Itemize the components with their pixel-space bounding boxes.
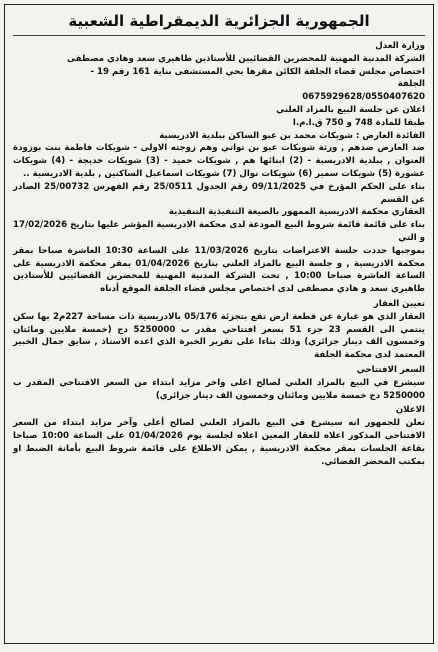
title-divider [13,35,425,36]
page-title: الجمهورية الجزائرية الديمقراطية الشعبية [68,12,370,30]
office-line-1: الشركة المدنية المهنية للمحضرين القضائيين للأستاذين طاهيري سعد وهادي مصطفى [66,53,425,64]
office-line-3: الجلفة [397,79,425,90]
price-heading: السعر الافتتاحي [356,364,425,375]
notice-paragraph: تعلن للجمهور انه سيشرع في البيع بالمزاد العلني لصالح أعلى وآخر مزايد ابتداء من السعر الافتتاحي المذكور اعلاه للعقار المعين اعلاه لجلسة يوم 01/04/2026 على الساعة 10:00 صباحا بقاعة الجلسات بمقر محكمة الادريسية , يمكن الاطلاع على قائمة شروط البيع بأمانة الضبط او بمكتب المحضر القضائي. [13,418,426,467]
legal-basis: طبقا للمادة 748 و 750 ق.ا.م.ا [292,117,425,128]
parties-paragraph: ضد العارض ضدهم , ورثة شويكات عبو بن تواتي وهم زوجته الاولى - شويكات فاطمة بنت بوزودة العنوان , ببلدية الادريسية - (2) ابنائها هم , شويكات حميد - (3) شويكات خديجة - (4) شويكات عشورة (5) شويكات سمير (6) شويكات نوال (7) شويكات اسماعيل الساكنين , بلدية الادريسية .. [13,143,425,179]
notice-heading: الاعلان [395,405,425,416]
notice-title: اعلان عن جلسة البيع بالمزاد العلني [276,104,425,115]
price-paragraph: سيشرع في البيع بالمزاد العلني لصالح اعلى واخر مزايد ابتداء من السعر الافتتاحي المقدر ب 5250000 دج خمسة ملايين ومائتان وخمسون الف دينار جزائري) [13,377,425,401]
judgment-paragraph: بناء على الحكم المؤرخ في 09/11/2025 رقم الجدول 25/0511 رقم الفهرس 25/00732 الصادر عن القسم [13,181,425,205]
property-heading: تعيين العقار [373,298,425,309]
ministry-label: وزارة العدل [375,41,425,51]
phone-numbers: 0675929628/0550407620 [302,92,425,103]
court-paragraph: العقاري محكمة الادريسية الممهور بالصيغة التنفيذية التنفيذية [168,207,425,218]
beneficiary-paragraph: الفائدة العارض : شويكات محمد بن عبو الساكن ببلدية الادريسية [159,130,425,141]
property-paragraph: العقار الذي هو عبارة عن قطعة ارض تقع بتجزئة 05/176 بالادريسية ذات مساحة 227م2 بها سكن ينتمي الى القسم 23 جزء 51 بسعر افتتاحي مقدر ب 5250000 دج (خمسة ملايين ومائتان وخمسون الف دينار جزائري) وذلك بناءا على تقرير الخبرة الذي اعده الاستاذ , سايق جمال الخبير المعتمد لدى محكمة الجلفة [13,311,426,361]
hearings-paragraph: بموجبها حددت جلسة الاعتراضات بتاريخ 11/03/2026 على الساعة 10:30 العاشرة صباحا بمقر محكمة الادريسية , و جلسة البيع بالمزاد العلني بتاريخ 01/04/2026 بمقر محكمة الادريسية على الساعة العاشرة صباحا 10:00 , تحت الشركة المدنية المهنية للمحضرين القضائيين للأستاذين طاهيري سعد و هادي مصطفى لدى اختصاص مجلس قضاء الجلفة الموقع أدناه [13,245,426,295]
office-line-2: اختصاص مجلس قضاء الجلفة الكائن مقرها بحي المستشفى بناية 161 رقم 19 - [90,66,425,77]
conditions-paragraph: بناء على قائمة قائمة شروط البيع المودعة لدى محكمة الادريسية المؤشر عليها بتاريخ 17/02/2026 و التي [13,220,425,243]
legal-notice-page [4,4,434,644]
